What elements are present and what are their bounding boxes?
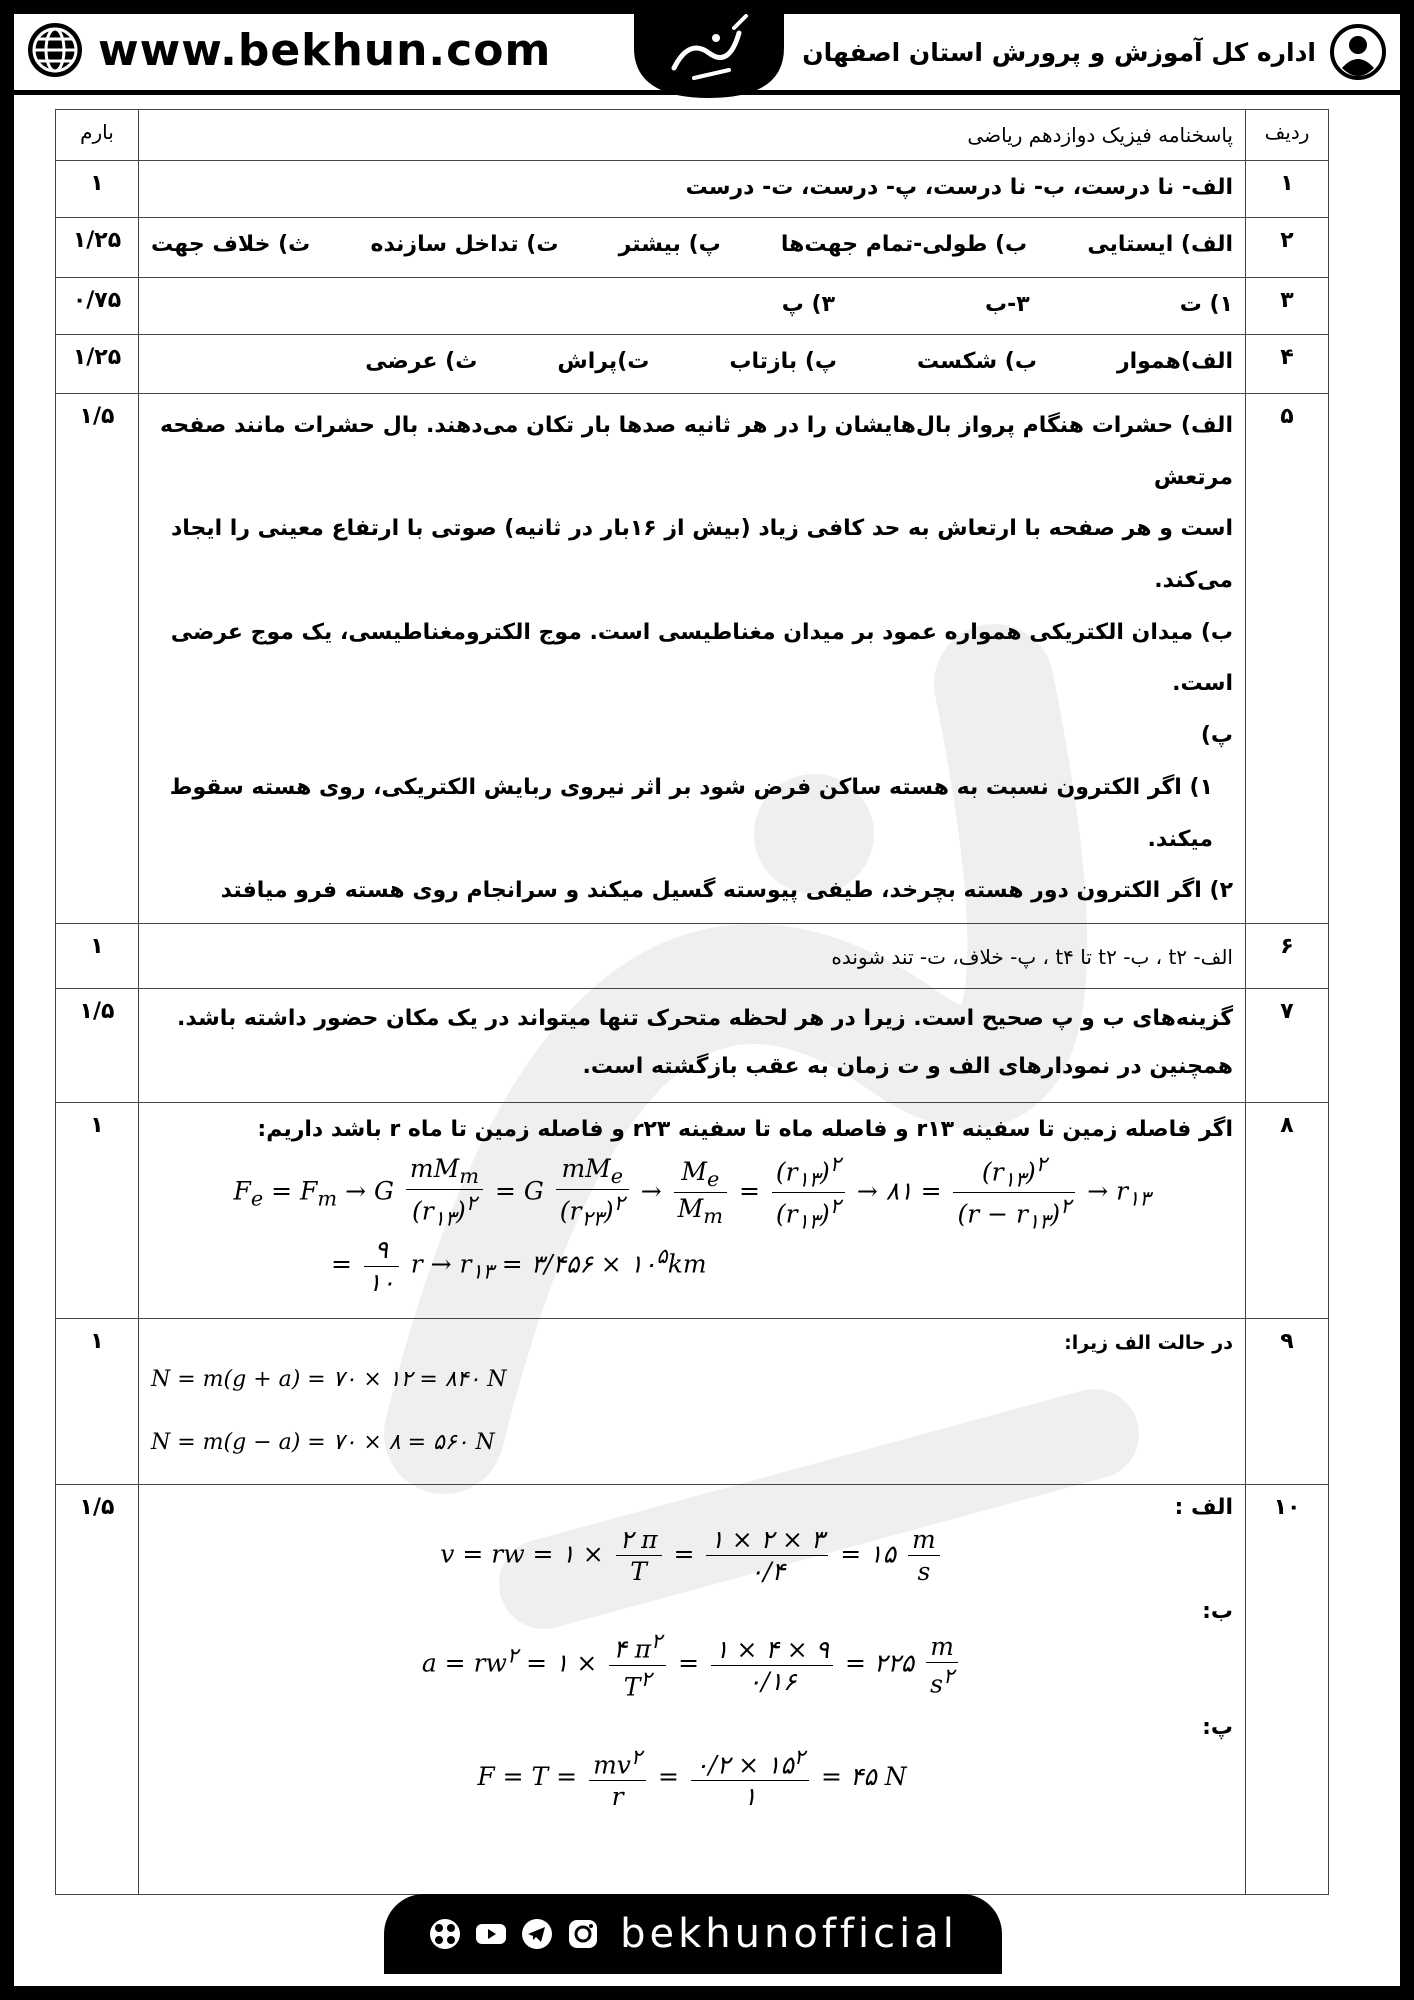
answer-cell bbox=[139, 1318, 1246, 1484]
answer-table bbox=[55, 109, 1329, 1895]
table-row bbox=[56, 278, 1329, 335]
row-number: ۱ bbox=[1246, 161, 1329, 218]
answer-part: ث) خلاف جهت bbox=[151, 232, 311, 257]
answer-cell bbox=[139, 218, 1246, 278]
answer-cell bbox=[139, 1484, 1246, 1894]
equation-q10-a: v = rw = ۱ × $\frac{۲ \pi}{T}$ = $\frac{۱ \times ۲ \times ۳}{۰/۴}$ = ۱۵ $\frac{m}{s}$ bbox=[151, 1524, 1233, 1588]
aparat-icon[interactable] bbox=[428, 1917, 462, 1951]
row-number: ۳ bbox=[1246, 278, 1329, 335]
equation-q10-c: F = T = $\frac{mv^۲}{r}$ = $\frac{۰/۲ \times ۱۵^۲}{۱}$ = ۴۵ N bbox=[477, 1744, 907, 1812]
answer-part: ث) عرضی bbox=[365, 349, 478, 374]
equation-q9-a: N = m(g + a) = ۷۰ × ۱۲ = ۸۴۰ N bbox=[151, 1366, 507, 1392]
answer-line: است و هر صفحه با ارتعاش به حد کافی زیاد (بیش از ۱۶بار در ثانیه) صوتی با ارتفاع معینی را ایجاد می‌کند. bbox=[170, 516, 1233, 594]
answer-part: پ) بیشتر bbox=[618, 232, 721, 257]
answer-part: ت)پراش bbox=[557, 349, 650, 374]
answer-part: الف)هموار bbox=[1116, 349, 1233, 374]
telegram-icon[interactable] bbox=[520, 1917, 554, 1951]
row-score: ۰/۷۵ bbox=[56, 278, 139, 335]
row-number: ۵ bbox=[1246, 394, 1329, 924]
website[interactable] bbox=[26, 20, 551, 80]
answer-line: گزینه‌های ب و پ صحیح است. زیرا در هر لحظه متحرک تنها میتواند در یک مکان حضور داشته باشد. bbox=[177, 1005, 1233, 1031]
answer-cell bbox=[139, 335, 1246, 394]
answer-line: ۲) اگر الکترون دور هسته بچرخد، طیفی پیوسته گسیل میکند و سرانجام روی هسته فرو میافتد bbox=[220, 878, 1233, 904]
answer-intro: اگر فاصله زمین تا سفینه r۱۳ و فاصله ماه تا سفینه r۲۳ و فاصله زمین تا ماه r باشد داریم: bbox=[257, 1116, 1233, 1142]
answer-part: ت) تداخل سازنده bbox=[370, 232, 559, 257]
row-number: ۷ bbox=[1246, 988, 1329, 1102]
table-row bbox=[56, 1102, 1329, 1318]
footer-social-bar bbox=[384, 1894, 1002, 1974]
row-number: ۹ bbox=[1246, 1318, 1329, 1484]
answer-text: الف- نا درست، ب- نا درست، پ- درست، ت- درست bbox=[139, 161, 1246, 218]
answer-cell bbox=[139, 988, 1246, 1102]
answer-part: الف) ایستایی bbox=[1087, 232, 1233, 257]
equation-q8-line2: = $\frac{۹}{۱۰}$ $r \to r_{۱۳}$ = ۳/۴۵۶ × $۱۰^۵km$ bbox=[331, 1235, 707, 1297]
answer-line: الف) حشرات هنگام پرواز بال‌هایشان را در هر ثانیه صدها بار تکان می‌دهند. بال حشرات مانند صفحه مرتعش bbox=[160, 413, 1233, 490]
organization-name: اداره کل آموزش و پرورش استان اصفهان bbox=[802, 37, 1316, 67]
social-handle[interactable]: bekhunofficial bbox=[620, 1911, 958, 1957]
instagram-icon[interactable] bbox=[566, 1917, 600, 1951]
answer-part: ۳-ب bbox=[985, 292, 1030, 317]
col-title-header: پاسخنامه فیزیک دوازدهم ریاضی bbox=[139, 110, 1246, 161]
equation-q10-b: $a = rw^۲$ = ۱ × $\frac{۴ \pi^۲}{T^۲}$ = $\frac{۱ \times ۴ \times ۹}{۰/۱۶}$ = ۲۲۵ $\frac{m}{s^۲}$ bbox=[151, 1628, 1233, 1702]
answer-cell bbox=[139, 278, 1246, 335]
row-score: ۱/۲۵ bbox=[56, 335, 139, 394]
answer-text: الف- t۲ ، ب- t۲ تا t۴ ، پ- خلاف، ت- تند شونده bbox=[139, 923, 1246, 988]
table-row bbox=[56, 988, 1329, 1102]
row-score: ۱ bbox=[56, 1102, 139, 1318]
table-row bbox=[56, 161, 1329, 218]
answer-line: همچنین در نمودارهای الف و ت زمان به عقب بازگشته است. bbox=[582, 1054, 1233, 1080]
row-score: ۱ bbox=[56, 1318, 139, 1484]
answer-part: پ) بازتاب bbox=[729, 349, 837, 374]
col-row-header: ردیف bbox=[1246, 110, 1329, 161]
col-score-header: بارم bbox=[56, 110, 139, 161]
answer-cell bbox=[139, 394, 1246, 924]
organization bbox=[802, 24, 1386, 80]
answer-part: ۳) پ bbox=[781, 292, 836, 317]
table-row bbox=[56, 394, 1329, 924]
header bbox=[14, 14, 1400, 95]
table-row bbox=[56, 1318, 1329, 1484]
answer-line: پ) bbox=[1200, 723, 1233, 749]
website-url[interactable]: www.bekhun.com bbox=[98, 24, 552, 76]
row-number: ۱۰ bbox=[1246, 1484, 1329, 1894]
equation-q9-b: N = m(g − a) = ۷۰ × ۸ = ۵۶۰ N bbox=[151, 1430, 495, 1456]
part-label: الف : bbox=[1174, 1494, 1233, 1520]
table-row bbox=[56, 218, 1329, 278]
row-score: ۱/۵ bbox=[56, 394, 139, 924]
answer-part: ۱) ت bbox=[1179, 292, 1233, 317]
part-label: ب: bbox=[1202, 1599, 1233, 1625]
bekhun-logo-icon bbox=[634, 14, 784, 98]
row-score: ۱ bbox=[56, 923, 139, 988]
globe-icon bbox=[26, 21, 84, 79]
row-number: ۸ bbox=[1246, 1102, 1329, 1318]
part-label: پ: bbox=[1202, 1714, 1233, 1740]
answer-part: ب) طولی-تمام جهت‌ها bbox=[780, 232, 1028, 257]
row-number: ۶ bbox=[1246, 923, 1329, 988]
row-score: ۱ bbox=[56, 161, 139, 218]
row-number: ۴ bbox=[1246, 335, 1329, 394]
table-row bbox=[56, 335, 1329, 394]
row-number: ۲ bbox=[1246, 218, 1329, 278]
youtube-icon[interactable] bbox=[474, 1917, 508, 1951]
equation-q8-line1: $F_e = F_m \to G$ $\frac{mM_m}{(r_{۱۳})^۲}$ = G $\frac{mM_e}{(r_{۲۳})^۲}$ → $\frac{M_e}{M_m}$ = $\frac{(r_{۱۳})^۲}{(r_{۱۳})^۲}$ → ۸۱ = $\frac{(r_{۱۳})^۲}{(r - r_{۱۳})^۲}$ → $r_{۱۳}$ bbox=[233, 1151, 1151, 1234]
row-score: ۱/۵ bbox=[56, 988, 139, 1102]
user-avatar-icon bbox=[1330, 24, 1386, 80]
table-row bbox=[56, 923, 1329, 988]
answer-cell bbox=[139, 1102, 1246, 1318]
answer-part: ب) شکست bbox=[917, 349, 1037, 374]
row-score: ۱/۲۵ bbox=[56, 218, 139, 278]
table-header bbox=[56, 110, 1329, 161]
answer-intro: در حالت الف زیرا: bbox=[1064, 1331, 1233, 1354]
table-row bbox=[56, 1484, 1329, 1894]
answer-line: ب) میدان الکتریکی همواره عمود بر میدان مغناطیسی است. موج الکترومغناطیسی، یک موج عرضی است. bbox=[170, 619, 1233, 697]
answer-line: ۱) اگر الکترون نسبت به هسته ساکن فرض شود بر اثر نیروی ربایش الکتریکی، روی هسته سقوط میکند. bbox=[169, 774, 1213, 852]
row-score: ۱/۵ bbox=[56, 1484, 139, 1894]
